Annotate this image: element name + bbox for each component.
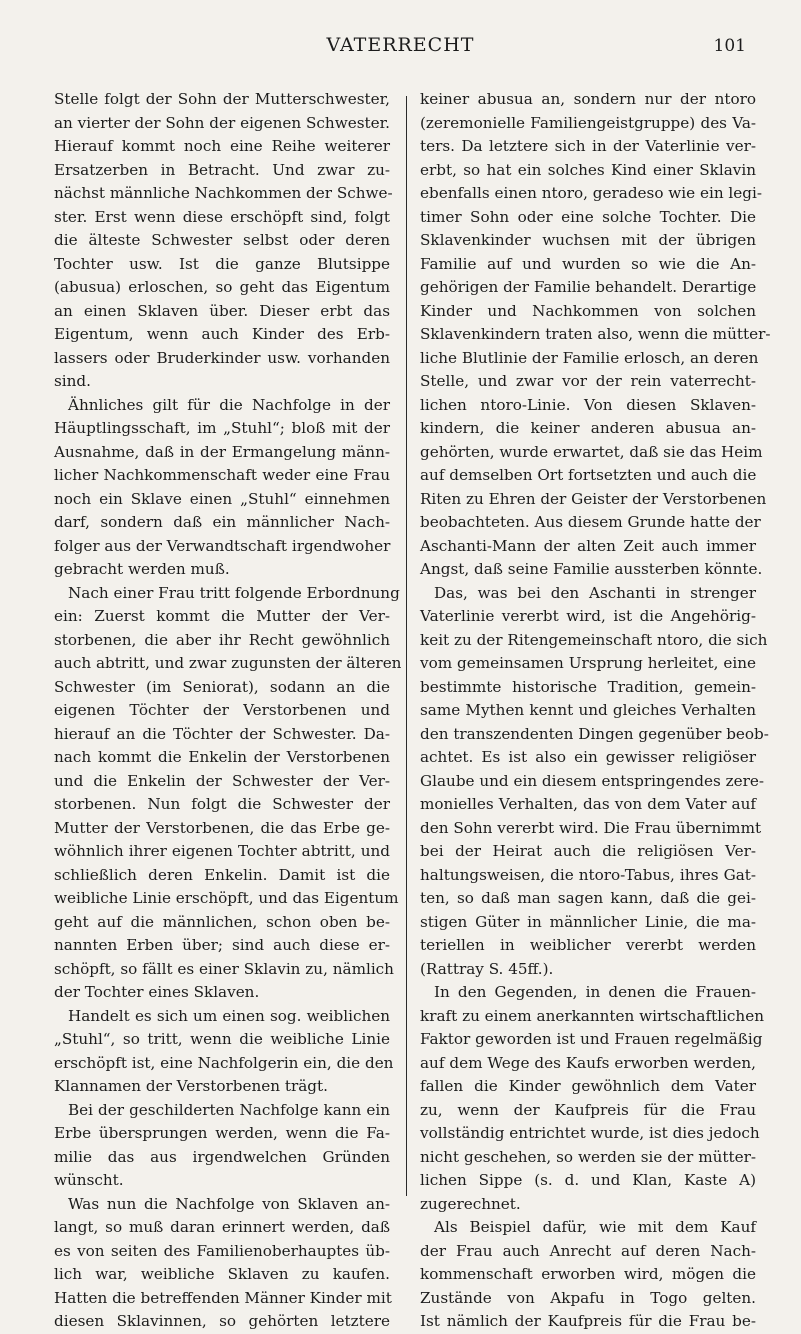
text-line: Ausnahme, daß in der Ermangelung männ-: [54, 442, 390, 461]
text-line: Als Beispiel dafür, wie mit dem Kauf: [434, 1218, 756, 1236]
text-line: zugerechnet.: [420, 1194, 521, 1213]
text-line: hierauf an die Töchter der Schwester. Da-: [54, 724, 390, 743]
text-line: geht auf die männlichen, schon oben be-: [54, 912, 390, 931]
text-line: Glaube und ein diesem entspringendes zere-: [420, 771, 764, 790]
text-line: beobachteten. Aus diesem Grunde hatte der: [420, 513, 761, 531]
text-line: same Mythen kennt und gleiches Verhalten: [420, 701, 756, 719]
text-line: schöpft, so fällt es einer Sklavin zu, nämlich: [54, 959, 394, 978]
text-line: sind.: [54, 372, 91, 390]
text-line: kindern, die keiner anderen abusua an-: [420, 419, 756, 437]
text-line: eigenen Töchter der Verstorbenen und: [54, 701, 390, 719]
text-line: achtet. Es ist also ein gewisser religiöser: [420, 748, 756, 766]
text-line: Familie auf und wurden so wie die An-: [420, 254, 756, 273]
text-line: Hierauf kommt noch eine Reihe weiterer: [54, 137, 390, 155]
text-line: an vierter der Sohn der eigenen Schwester.: [54, 113, 390, 132]
text-line: zu, wenn der Kaufpreis für die Frau: [420, 1100, 756, 1119]
text-line: Eigentum, wenn auch Kinder des Erb-: [54, 325, 390, 343]
text-line: ten, so daß man sagen kann, daß die gei-: [420, 889, 756, 907]
text-line: Erbe übersprungen werden, wenn die Fa-: [54, 1124, 390, 1142]
text-line: noch ein Sklave einen „Stuhl“ einnehmen: [54, 489, 390, 508]
text-line: ein: Zuerst kommt die Mutter der Ver-: [54, 607, 390, 625]
text-line: Vaterlinie vererbt wird, ist die Angehörig-: [420, 607, 756, 625]
text-line: Sklavenkindern traten also, wenn die mütter-: [420, 325, 771, 343]
text-line: Faktor geworden ist und Frauen regelmäßig: [420, 1030, 763, 1048]
text-line: der Frau auch Anrecht auf deren Nach-: [420, 1241, 756, 1260]
text-line: Ähnliches gilt für die Nachfolge in der: [68, 395, 390, 414]
text-line: nächst männliche Nachkommen der Schwe-: [54, 184, 393, 202]
text-line: ster. Erst wenn diese erschöpft sind, folgt: [54, 207, 390, 226]
text-line: vollständig entrichtet wurde, ist dies jedoch: [420, 1124, 760, 1142]
text-line: haltungsweisen, die ntoro-Tabus, ihres Gat-: [420, 865, 756, 884]
text-line: Schwester (im Seniorat), sodann an die: [54, 677, 390, 696]
text-line: bestimmte historische Tradition, gemein-: [420, 677, 756, 696]
text-line: Riten zu Ehren der Geister der Verstorbenen: [420, 489, 767, 508]
text-line: storbenen, die aber ihr Recht gewöhnlich: [54, 630, 390, 649]
text-line: Das, was bei den Aschanti in strenger: [434, 583, 756, 602]
text-line: wünscht.: [54, 1171, 124, 1189]
text-line: darf, sondern daß ein männlicher Nach-: [54, 513, 390, 531]
column-divider: [406, 96, 407, 1196]
text-line: stigen Güter in männlicher Linie, die ma-: [420, 912, 756, 931]
text-line: storbenen. Nun folgt die Schwester der: [54, 795, 390, 813]
right-text-column: [420, 88, 771, 1334]
text-line: gehörten, wurde erwartet, daß sie das Heim: [420, 442, 763, 461]
text-line: lichen Sippe (s. d. und Klan, Kaste A): [420, 1171, 756, 1189]
text-line: Bei der geschilderten Nachfolge kann ein: [68, 1100, 390, 1119]
text-line: lichen ntoro-Linie. Von diesen Sklaven-: [420, 395, 756, 414]
text-line: Tochter usw. Ist die ganze Blutsippe: [54, 254, 390, 273]
text-line: Nach einer Frau tritt folgende Erbordnung: [68, 583, 400, 602]
text-line: auf demselben Ort fortsetzten und auch die: [420, 466, 757, 484]
text-line: gehörigen der Familie behandelt. Derartige: [420, 278, 757, 296]
text-line: gebracht werden muß.: [54, 560, 230, 578]
left-text-column: [54, 88, 402, 1334]
text-line: Ist nämlich der Kaufpreis für die Frau be-: [420, 1312, 756, 1330]
text-line: teriellen in weiblicher vererbt werden: [420, 936, 756, 954]
text-line: (zeremonielle Familiengeistgruppe) des Va-: [420, 113, 756, 132]
text-line: langt, so muß daran erinnert werden, daß: [54, 1218, 390, 1236]
text-line: Mutter der Verstorbenen, die das Erbe ge-: [54, 818, 390, 837]
text-line: den transzendenten Dingen gegenüber beob-: [420, 724, 769, 743]
text-line: auch abtritt, und zwar zugunsten der älteren: [54, 654, 402, 672]
text-line: Hatten die betreffenden Männer Kinder mit: [54, 1288, 392, 1307]
text-line: wöhnlich ihrer eigenen Tochter abtritt, und: [54, 842, 390, 860]
text-line: Angst, daß seine Familie aussterben könnte.: [420, 560, 763, 578]
text-line: kommenschaft erworben wird, mögen die: [420, 1265, 756, 1283]
text-line: weibliche Linie erschöpft, und das Eigentum: [54, 889, 399, 907]
text-line: die älteste Schwester selbst oder deren: [54, 231, 390, 249]
text-line: ebenfalls einen ntoro, geradeso wie ein legi-: [420, 184, 762, 202]
text-line: nannten Erben über; sind auch diese er-: [54, 936, 390, 954]
text-line: keiner abusua an, sondern nur der ntoro: [420, 90, 756, 108]
text-line: erschöpft ist, eine Nachfolgerin ein, die den: [54, 1053, 394, 1072]
text-line: und die Enkelin der Schwester der Ver-: [54, 771, 390, 790]
text-line: lassers oder Bruderkinder usw. vorhanden: [54, 348, 390, 367]
text-line: Aschanti-Mann der alten Zeit auch immer: [420, 536, 756, 555]
page-header: [0, 34, 801, 64]
text-line: Sklavenkinder wuchsen mit der übrigen: [420, 231, 756, 249]
text-line: bei der Heirat auch die religiösen Ver-: [420, 842, 756, 860]
text-line: „Stuhl“, so tritt, wenn die weibliche Linie: [54, 1030, 390, 1048]
text-line: an einen Sklaven über. Dieser erbt das: [54, 301, 390, 320]
text-line: Stelle, und zwar vor der rein vaterrecht-: [420, 372, 756, 390]
text-line: Was nun die Nachfolge von Sklaven an-: [68, 1194, 390, 1213]
text-line: folger aus der Verwandtschaft irgendwoher: [54, 536, 391, 555]
text-line: Klannamen der Verstorbenen trägt.: [54, 1077, 328, 1095]
text-line: Zustände von Akpafu in Togo gelten.: [420, 1288, 756, 1307]
text-line: vom gemeinsamen Ursprung herleitet, eine: [420, 654, 756, 672]
text-line: Häuptlingsschaft, im „Stuhl“; bloß mit der: [54, 419, 390, 437]
text-line: auf dem Wege des Kaufs erworben werden,: [420, 1053, 756, 1072]
text-line: kraft zu einem anerkannten wirtschaftlichen: [420, 1006, 764, 1025]
text-line: Kinder und Nachkommen von solchen: [420, 301, 756, 320]
text-line: keit zu der Ritengemeinschaft ntoro, die sich: [420, 630, 768, 649]
text-line: schließlich deren Enkelin. Damit ist die: [54, 865, 390, 884]
text-line: Handelt es sich um einen sog. weiblichen: [68, 1006, 390, 1025]
text-line: der Tochter eines Sklaven.: [54, 983, 260, 1001]
text-line: monielles Verhalten, das von dem Vater auf: [420, 795, 756, 813]
text-line: licher Nachkommenschaft weder eine Frau: [54, 466, 390, 484]
text-line: timer Sohn oder eine solche Tochter. Die: [420, 207, 756, 226]
text-line: diesen Sklavinnen, so gehörten letztere: [54, 1312, 390, 1330]
text-line: es von seiten des Familienoberhauptes üb-: [54, 1241, 390, 1260]
text-line: (Rattray S. 45ff.).: [420, 959, 554, 978]
text-line: (abusua) erloschen, so geht das Eigentum: [54, 278, 390, 296]
text-line: Stelle folgt der Sohn der Mutterschwester,: [54, 90, 390, 108]
text-line: nicht geschehen, so werden sie der mütter-: [420, 1147, 756, 1166]
text-line: den Sohn vererbt wird. Die Frau übernimmt: [420, 818, 762, 837]
running-title: VATERRECHT: [326, 34, 475, 56]
text-line: In den Gegenden, in denen die Frauen-: [434, 983, 756, 1001]
page-number: 101: [713, 36, 746, 56]
text-line: erbt, so hat ein solches Kind einer Sklavin: [420, 160, 756, 179]
text-line: ters. Da letztere sich in der Vaterlinie ver-: [420, 137, 756, 155]
text-line: nach kommt die Enkelin der Verstorbenen: [54, 748, 390, 766]
text-line: lich war, weibliche Sklaven zu kaufen.: [54, 1265, 390, 1283]
text-line: milie das aus irgendwelchen Gründen: [54, 1147, 390, 1166]
text-line: Ersatzerben in Betracht. Und zwar zu-: [54, 160, 390, 179]
text-line: fallen die Kinder gewöhnlich dem Vater: [420, 1077, 756, 1095]
text-line: liche Blutlinie der Familie erlosch, an deren: [420, 348, 759, 367]
